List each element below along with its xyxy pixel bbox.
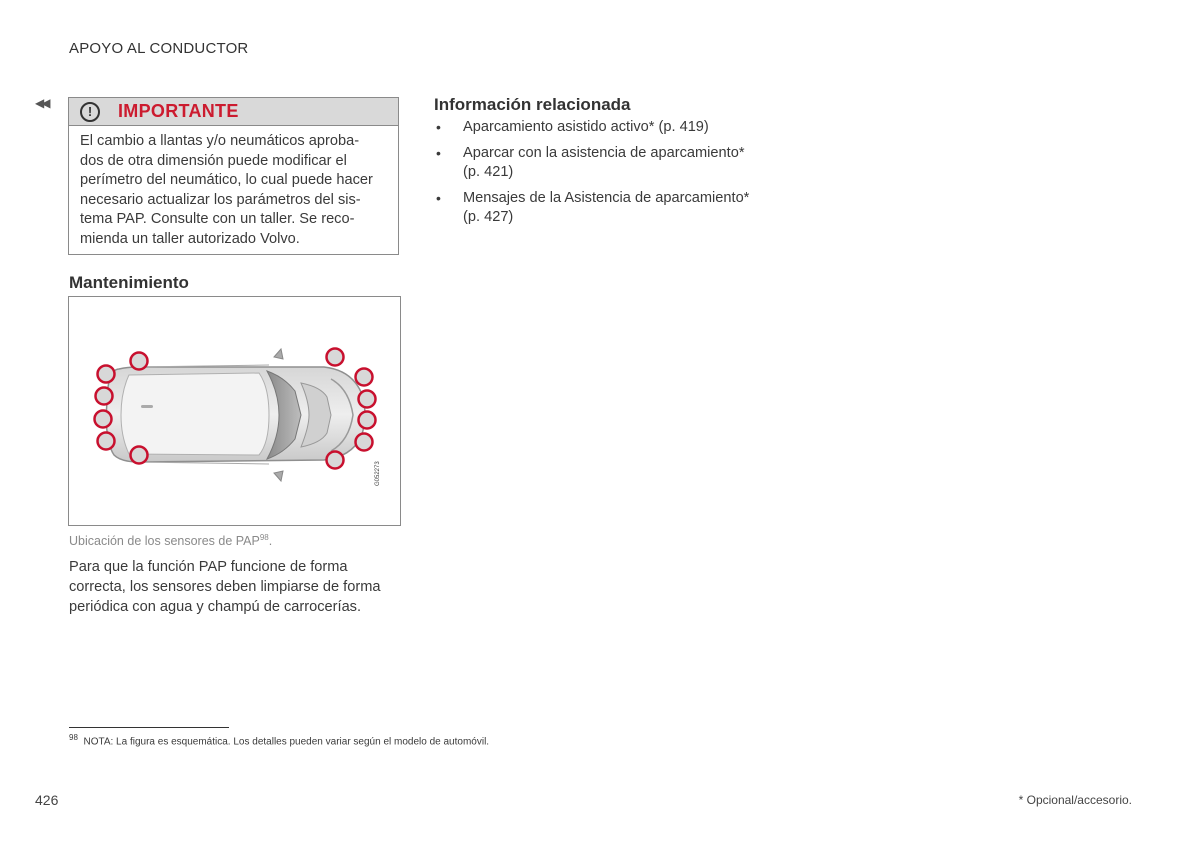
sensor-marker-rear-corner-left bbox=[98, 366, 115, 383]
car-top-view-illustration bbox=[69, 297, 400, 525]
footnote bbox=[69, 733, 489, 747]
caption-text: Ubicación de los sensores de PAP bbox=[69, 534, 260, 549]
important-line: necesario actualizar los parámetros del sis- bbox=[80, 191, 361, 208]
related-link-page[interactable]: (p. 421) bbox=[463, 164, 514, 181]
important-header bbox=[69, 98, 398, 126]
sensor-marker-rear-left-side bbox=[131, 353, 148, 370]
footnote-number: 98 bbox=[69, 733, 78, 742]
related-link-page[interactable]: (p. 427) bbox=[463, 209, 514, 226]
related-link-text[interactable]: Mensajes de la Asistencia de aparcamiento* bbox=[463, 189, 750, 206]
page-header-title: APOYO AL CONDUCTOR bbox=[69, 40, 249, 57]
paragraph-line: Para que la función PAP funcione de forma bbox=[69, 559, 348, 575]
important-text bbox=[69, 126, 398, 250]
paragraph-line: periódica con agua y champú de carrocerías. bbox=[69, 599, 362, 615]
sensor-marker-front-inner-left bbox=[359, 391, 376, 408]
related-info-heading: Información relacionada bbox=[434, 95, 631, 114]
paragraph-line: correcta, los sensores deben limpiarse de forma bbox=[69, 579, 381, 595]
caption-footnote-ref[interactable]: 98 bbox=[259, 533, 269, 542]
sensor-marker-front-left-side bbox=[327, 349, 344, 366]
page-number: 426 bbox=[35, 792, 59, 808]
sensor-marker-front-corner-right bbox=[356, 434, 373, 451]
door-handle bbox=[141, 405, 153, 408]
bullet-icon: • bbox=[436, 189, 441, 206]
warning-icon: ! bbox=[80, 102, 100, 122]
sensor-location-figure bbox=[68, 296, 401, 526]
important-line: perímetro del neumático, lo cual puede hacer bbox=[80, 172, 373, 189]
related-link-text[interactable]: Aparcar con la asistencia de aparcamiento* bbox=[463, 144, 745, 161]
maintenance-paragraph bbox=[69, 557, 409, 617]
bullet-icon: • bbox=[436, 144, 441, 161]
important-line: tema PAP. Consulte con un taller. Se reco- bbox=[80, 211, 355, 228]
important-box bbox=[68, 97, 399, 255]
footnote-text: NOTA: La figura es esquemática. Los detalles pueden variar según el modelo de automóvil. bbox=[83, 736, 490, 748]
related-link-item[interactable] bbox=[434, 189, 774, 228]
related-link-item[interactable] bbox=[434, 118, 774, 138]
related-link-text[interactable]: Aparcamiento asistido activo* (p. 419) bbox=[463, 119, 709, 135]
footer-optional-note: * Opcional/accesorio. bbox=[1018, 793, 1132, 807]
sensor-marker-front-right-side bbox=[327, 452, 344, 469]
sensor-marker-rear-right-side bbox=[131, 447, 148, 464]
important-line: mienda un taller autorizado Volvo. bbox=[80, 230, 300, 247]
sensor-marker-rear-inner-right bbox=[95, 411, 112, 428]
caption-period: . bbox=[268, 534, 273, 549]
related-link-item[interactable] bbox=[434, 144, 774, 183]
related-links-list bbox=[434, 118, 774, 234]
important-line: dos de otra dimensión puede modificar el bbox=[80, 152, 347, 169]
figure-caption bbox=[69, 533, 272, 548]
footnote-divider bbox=[69, 727, 229, 728]
sensor-marker-front-corner-left bbox=[356, 369, 373, 386]
important-title: IMPORTANTE bbox=[118, 101, 239, 121]
back-arrows-icon[interactable]: ◀◀ bbox=[35, 96, 48, 110]
bullet-icon: • bbox=[436, 119, 441, 135]
sensor-marker-rear-inner-left bbox=[96, 388, 113, 405]
sensor-marker-front-inner-right bbox=[359, 412, 376, 429]
important-line: El cambio a llantas y/o neumáticos aproba- bbox=[80, 133, 360, 149]
sensor-marker-rear-corner-right bbox=[98, 433, 115, 450]
figure-code: G052273 bbox=[375, 461, 381, 486]
maintenance-heading: Mantenimiento bbox=[69, 273, 189, 292]
